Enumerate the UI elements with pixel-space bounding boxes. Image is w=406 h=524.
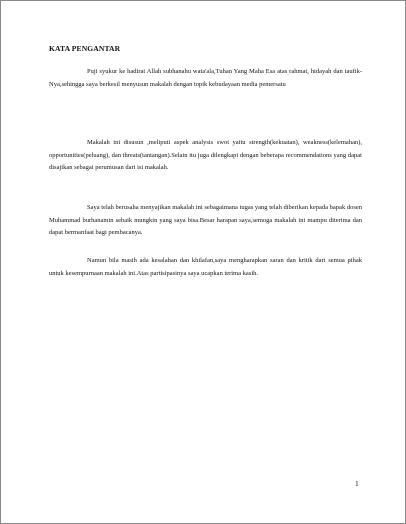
paragraph-intro: Puji syukur ke hadirat Allah subhanahu wata'ala,Tuhan Yang Maha Esa atas rahmat, hidayah dan taufik-Nya,sehingga saya berkesil menyusun makalah dengan topik kebudayaan media pemersatu	[49, 68, 362, 88]
paragraph-content: Makalah ini disusun ,meliputi aspek analysis swot yaitu strength(kekuatan), weakness(kelemahan), opportunities(peluang), dan threats(tantangan).Selain itu juga dilengkapi dengan beberapa recommendations yang dapat disajikan sebagai perumusan dari isi makalah.	[49, 139, 362, 172]
page-title: KATA PENGANTAR	[49, 44, 121, 53]
paragraph-effort: Saya telah berusaha menyajikan makalah ini sebagaimana tugas yang telah diberikan kepada bapak dosen Muhammad burhanamin sebaik mungkin yang saya bisa.Besar harapan saya,semoga makalah ini mampu diterima dan dapat bermanfaat bagi pembacanya.	[49, 204, 362, 237]
page-number: 1	[355, 479, 359, 488]
paragraph-closing: Namun bila masih ada kesalahan dan khilafan,saya mengharapkan saran dan kritik dari semua pihak untuk kesempurnaan makalah ini.Atas partisipasinya saya ucapkan terima kasih.	[49, 257, 362, 277]
